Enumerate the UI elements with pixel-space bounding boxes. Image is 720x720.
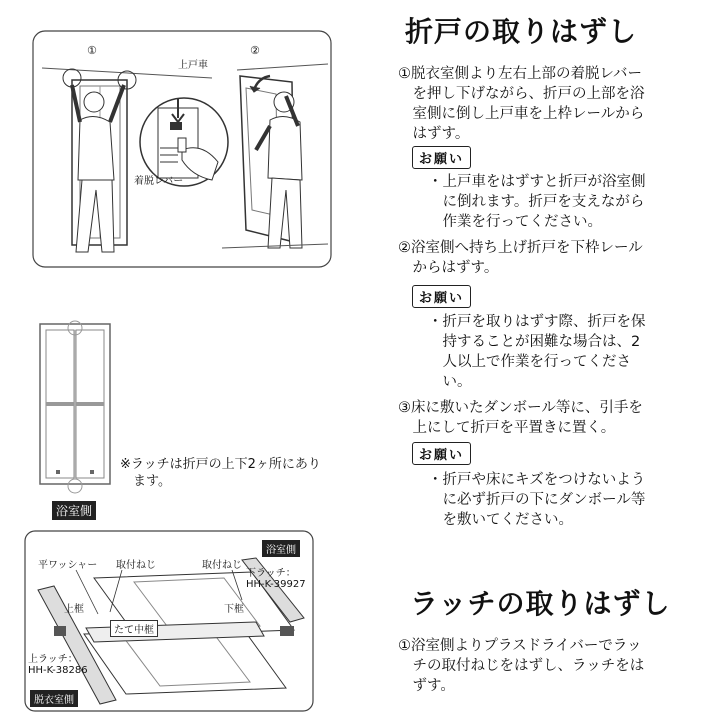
bathroom-side-label: 浴室側 xyxy=(52,501,96,520)
door-front-diagram xyxy=(36,318,116,496)
step-3-text: ③床に敷いたダンボール等に、引手を 上にして折戸を平置きに置く。 xyxy=(398,400,643,436)
notice-badge: お願い xyxy=(412,285,471,308)
step-1-note: ・上戸車をはずすと折戸が浴室側 に倒れます。折戸を支えながら 作業を行ってください。 xyxy=(428,174,646,230)
label-mounting-screw-right: 取付ねじ xyxy=(202,560,242,571)
label-lower-frame: 下框 xyxy=(224,604,244,615)
label-release-lever: 着脱レバー xyxy=(134,176,184,187)
dressing-room-side-tag: 脱衣室側 xyxy=(30,690,78,707)
step-1-text: ①脱衣室側より左右上部の着脱レバー を押し下げながら、折戸の上部を浴 室側に倒し上戸車を上枠レールから はずす。 xyxy=(398,66,645,142)
step-3-note: ・折戸や床にキズをつけないよう に必ず折戸の下にダンボール等 を敷いてください。 xyxy=(428,472,646,528)
label-lower-latch: 下ラッチ： HH-K-39927 xyxy=(246,568,306,590)
label-flat-washer: 平ワッシャー xyxy=(38,560,98,571)
notice-badge: お願い xyxy=(412,146,471,169)
label-upper-frame: 上框 xyxy=(64,604,84,615)
bathroom-side-tag: 浴室側 xyxy=(262,540,300,557)
figure-number-1: ① xyxy=(87,44,97,57)
label-upper-latch: 上ラッチ： HH-K-38286 xyxy=(28,654,88,676)
notice-badge: お願い xyxy=(412,442,471,465)
label-center-stile: たて中框 xyxy=(110,620,158,637)
label-mounting-screw-left: 取付ねじ xyxy=(116,560,156,571)
section-title-fold-door-removal: 折戸の取りはずし xyxy=(405,15,638,48)
section-title-latch-removal: ラッチの取りはずし xyxy=(410,587,671,620)
removal-illustration xyxy=(32,30,332,268)
latch-exploded-diagram xyxy=(24,530,314,712)
figure-number-2: ② xyxy=(250,44,260,57)
latch-location-note: ※ラッチは折戸の上下2ヶ所にあり ます。 xyxy=(120,457,321,489)
step-2-text: ②浴室側へ持ち上げ折戸を下枠レール からはずす。 xyxy=(398,240,643,276)
step-2-note: ・折戸を取りはずす際、折戸を保 持することが困難な場合は、2 人以上で作業を行ってくださ い。 xyxy=(428,314,646,390)
latch-step-1-text: ①浴室側よりプラスドライバーでラッ チの取付ねじをはずし、ラッチをは ずす。 xyxy=(398,638,645,694)
label-upper-roller: 上戸車 xyxy=(178,60,208,71)
